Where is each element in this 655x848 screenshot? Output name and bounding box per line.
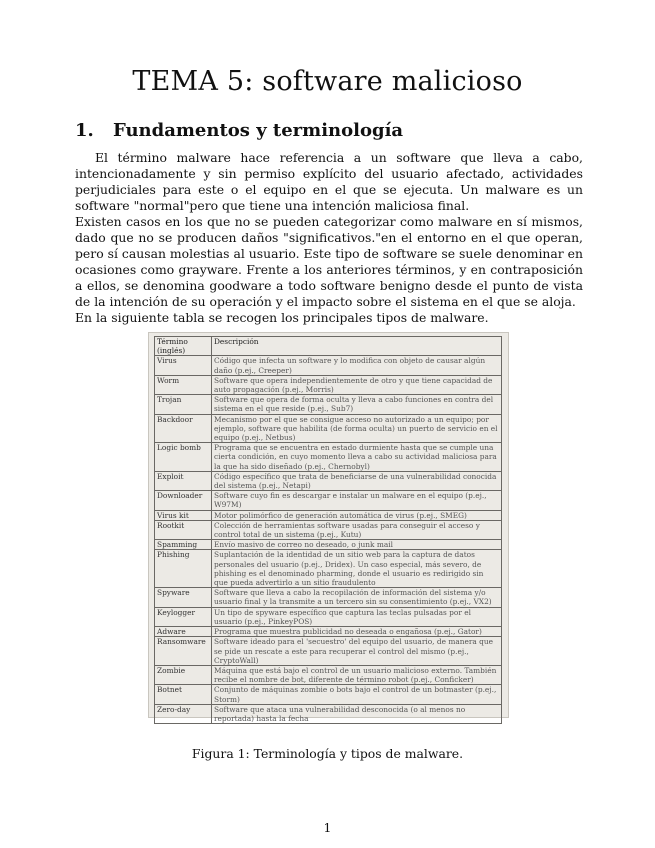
table-cell-term: Phishing	[155, 550, 212, 588]
page-number: 1	[323, 820, 332, 835]
table-header-description: Descripción	[212, 337, 502, 356]
table-cell-term: Zero-day	[155, 704, 212, 723]
table-header-term: Término (inglés)	[155, 337, 212, 356]
section-title: Fundamentos y terminología	[113, 120, 404, 141]
table-row	[155, 607, 502, 626]
table-cell-term: Downloader	[155, 491, 212, 510]
table-cell-description: Software que ataca una vulnerabilidad desconocida (o al menos no reportada) hasta la fecha	[212, 704, 502, 723]
table-row	[155, 395, 502, 414]
table-cell-term: Botnet	[155, 685, 212, 704]
table-cell-description: Programa que se encuentra en estado durmiente hasta que se cumple una cierta condición, en cuyo momento lleva a cabo su actividad maliciosa para la que ha sido diseñado (p.ej., Chernobyl)	[212, 443, 502, 472]
table-row	[155, 637, 502, 666]
table-cell-term: Keylogger	[155, 607, 212, 626]
table-cell-description: Código específico que trata de beneficiarse de una vulnerabilidad conocida del sistema (p.ej., Netapi)	[212, 471, 502, 490]
section-heading	[75, 120, 403, 141]
table-row	[155, 375, 502, 394]
table-cell-term: Ransomware	[155, 637, 212, 666]
table-cell-description: Código que infecta un software y lo modifica con objeto de causar algún daño (p.ej., Creeper)	[212, 356, 502, 375]
table-row	[155, 356, 502, 375]
table-cell-description: Software que opera independientemente de otro y que tiene capacidad de auto propagación (p.ej., Morris)	[212, 375, 502, 394]
table-cell-description: Conjunto de máquinas zombie o bots bajo el control de un botmaster (p.ej., Storm)	[212, 685, 502, 704]
table-cell-description: Máquina que está bajo el control de un usuario malicioso externo. También recibe el nombre de bot, diferente de término robot (p.ej., Conficker)	[212, 665, 502, 684]
table-cell-term: Virus	[155, 356, 212, 375]
table-row	[155, 471, 502, 490]
table-row	[155, 665, 502, 684]
table-row	[155, 491, 502, 510]
table-cell-description: Software que lleva a cabo la recopilación de información del sistema y/o usuario final y la transmite a un tercero sin su consentimiento (p.ej., VX2)	[212, 588, 502, 607]
table-row	[155, 540, 502, 550]
table-cell-description: Programa que muestra publicidad no deseada o engañosa (p.ej., Gator)	[212, 627, 502, 637]
table-row	[155, 443, 502, 472]
table-cell-description: Software que opera de forma oculta y lleva a cabo funciones en contra del sistema en el que reside (p.ej., Sub7)	[212, 395, 502, 414]
table-row	[155, 414, 502, 443]
table-cell-term: Logic bomb	[155, 443, 212, 472]
table-cell-term: Spamming	[155, 540, 212, 550]
table-cell-term: Backdoor	[155, 414, 212, 443]
document-title: TEMA 5: software malicioso	[132, 66, 523, 97]
table-cell-term: Rootkit	[155, 520, 212, 539]
table-cell-term: Adware	[155, 627, 212, 637]
paragraph: El término malware hace referencia a un software que lleva a cabo, intencionadamente y sin permiso explícito del usuario afectado, actividades perjudiciales para este o el equipo en el que se ejecuta. Un malware es un software "normal"pero que tiene una intención maliciosa final.	[75, 150, 583, 213]
table-cell-description: Colección de herramientas software usadas para conseguir el acceso y control total de un sistema (p.ej., Kutu)	[212, 520, 502, 539]
table-row	[155, 510, 502, 520]
table-cell-term: Trojan	[155, 395, 212, 414]
table-row	[155, 588, 502, 607]
table-cell-description: Envío masivo de correo no deseado, o junk mail	[212, 540, 502, 550]
table-row	[155, 550, 502, 588]
body-text	[75, 150, 583, 326]
table-row	[155, 627, 502, 637]
paragraph: Existen casos en los que no se pueden categorizar como malware en sí mismos, dado que no se producen daños "significativos."en el entorno en el que operan, pero sí causan molestias al usuario. Este tipo de software se suele denominar en ocasiones como grayware. Frente a los anteriores términos, y en contraposición a ellos, se denomina goodware a todo software benigno desde el punto de vista de la intención de su operación y el impacto sobre el sistema en el que se aloja.	[75, 214, 583, 309]
table-cell-term: Virus kit	[155, 510, 212, 520]
paragraph: En la siguiente tabla se recogen los principales tipos de malware.	[75, 310, 489, 325]
table-cell-term: Worm	[155, 375, 212, 394]
table-header-row	[155, 337, 502, 356]
table-row	[155, 520, 502, 539]
table-cell-term: Spyware	[155, 588, 212, 607]
table-cell-term: Zombie	[155, 665, 212, 684]
table-cell-description: Suplantación de la identidad de un sitio web para la captura de datos personales del usuario (p.ej., Dridex). Un caso especial, más severo, de phishing es el denominado pharming, donde el usuario es redirigido sin que pueda advertirlo a un sitio fraudulento	[212, 550, 502, 588]
table-cell-description: Software cuyo fin es descargar e instalar un malware en el equipo (p.ej., W97M)	[212, 491, 502, 510]
figure-caption: Figura 1: Terminología y tipos de malware.	[191, 746, 464, 761]
table-body	[155, 356, 502, 724]
table-cell-description: Motor polimórfico de generación automática de virus (p.ej., SMEG)	[212, 510, 502, 520]
table-photo	[148, 332, 509, 723]
table-row	[155, 685, 502, 704]
section-number: 1.	[75, 120, 94, 141]
table-cell-description: Un tipo de spyware específico que captura las teclas pulsadas por el usuario (p.ej., PinkeyPOS)	[212, 607, 502, 626]
malware-table	[154, 336, 502, 724]
table-cell-description: Software ideado para el 'secuestro' del equipo del usuario, de manera que se pide un rescate a este para recuperar el control del mismo (p.ej., CryptoWall)	[212, 637, 502, 666]
table-cell-description: Mecanismo por el que se consigue acceso no autorizado a un equipo; por ejemplo, software que habilita (de forma oculta) un puerto de servicio en el equipo (p.ej., Netbus)	[212, 414, 502, 443]
table-row	[155, 704, 502, 723]
table-cell-term: Exploit	[155, 471, 212, 490]
